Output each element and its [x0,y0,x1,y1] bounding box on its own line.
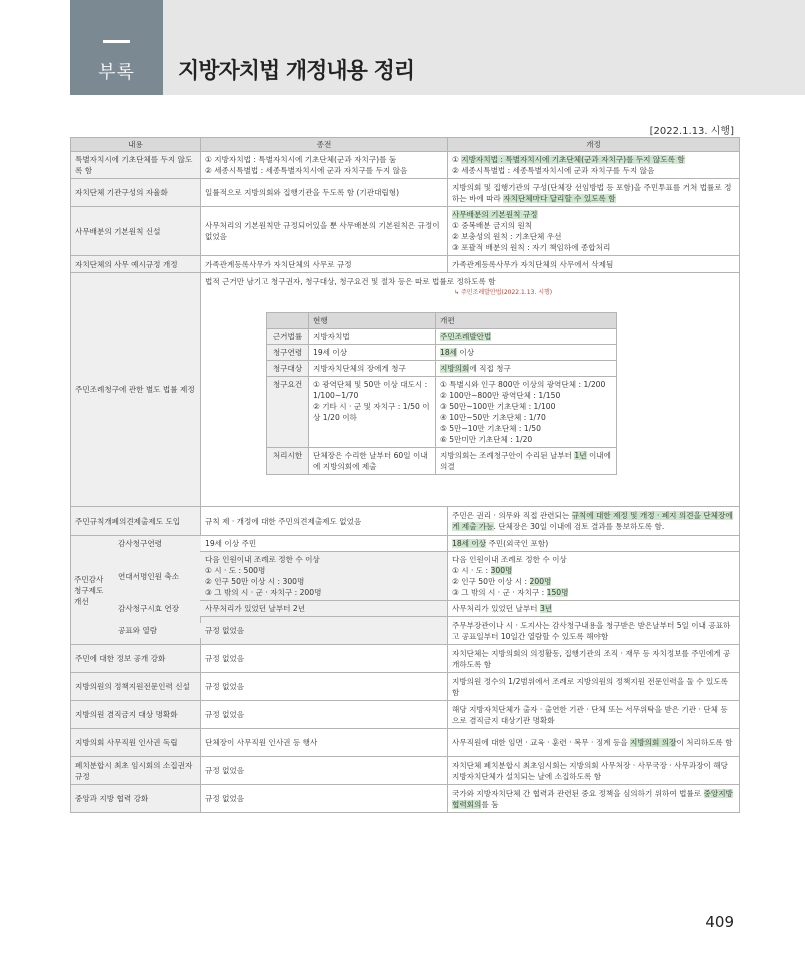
amendment-table [70,137,740,813]
inner-new [436,344,617,360]
row-new: 자치단체 폐치분합시 최초임시회는 지방의회 사무처장 · 사무국장 · 사무과장이 해당 지방자치단체가 설치되는 날에 소집하도록 함 [448,757,740,785]
row-old: 규칙 제 · 개정에 대한 주민의견제출제도 없었음 [201,507,448,536]
inner-new [436,376,617,447]
text-line: ② 인구 50만 이상 시 : 300명 [205,577,305,586]
text: 지방의회 및 집행기관의 구성(단체장 선임방법 등 포함)을 주민투표를 거쳐 법률로 정하는 바에 따라 [452,182,732,203]
text-line: ② 보충성의 원칙 : 기초단체 우선 [452,232,562,241]
text-line: 다음 인원이내 조례로 정한 수 이상 [205,555,320,564]
tab-decoration-bar [103,40,130,43]
row-old [201,152,448,179]
sub-old: 19세 이상 주민 [205,539,257,548]
table-row [71,507,740,536]
inner-label: 근거법률 [267,328,309,344]
row-topic: 중앙과 지방 협력 강화 [71,785,201,813]
inner-row [267,376,617,447]
sub-label: 감사청구시효 연장 [114,601,201,616]
table-row [71,729,740,757]
row-old: 규정 없었음 [201,701,448,729]
highlight: 지방자치법 : 특별자치시에 기초단체(군과 자치구)를 두지 않도록 함 [461,155,685,164]
table-row [71,536,740,552]
inner-old: 단체장은 수리한 날부터 60일 이내에 지방의회에 제출 [309,447,436,474]
table-row [71,207,740,256]
highlight: 200명 [529,577,552,586]
highlight: 18세 [440,347,457,357]
table-row [71,179,740,207]
row-topic: 자치단체의 사무 예시규정 개정 [71,256,201,273]
text: 주민(외국인 포함) [486,539,549,548]
highlight: 18세 이상 [452,539,487,548]
text-line: ② 100만~800만 광역단체 : 1/150 [440,390,561,400]
highlight: 사무배분의 기본원칙 규정 [452,210,538,219]
sub-label: 공표와 열람 [114,623,201,638]
text: 지방의회는 조례청구안이 수리된 날부터 [440,450,575,460]
text-line [452,587,735,598]
row-new [448,552,740,601]
text-line: ⑤ 5만~10만 기초단체 : 1/50 [440,423,541,433]
inner-label: 처리시한 [267,447,309,474]
ordinance-comparison-table [266,312,617,475]
inner-header-row [267,312,617,328]
sub-old: 규정 없었음 [205,626,245,635]
sub-label: 연대서명인원 축소 [114,552,201,600]
group-label: 주민감사 청구제도 개선 [74,574,104,606]
text: 사무처리가 있었던 날부터 [452,604,540,613]
effective-date: [2022.1.13. 시행] [649,126,734,137]
inner-header-revised: 개편 [436,312,617,328]
row-topic: 지방의원 겸직금지 대상 명확화 [71,701,201,729]
text-line [452,565,735,576]
row-old: 규정 없었음 [201,785,448,813]
row-old: 규정 없었음 [201,673,448,701]
highlight: 주민조례발안법 [440,331,492,341]
inner-label: 청구연령 [267,344,309,360]
row-topic: 지방의회 사무직원 인사권 독립 [71,729,201,757]
text: 이 처리하도록 함 [676,738,733,747]
row-topic: 주민조례청구에 관한 별도 법률 제정 [71,273,201,507]
highlight: 300명 [490,566,513,575]
highlight: 자치단체마다 달리할 수 있도록 함 [503,193,616,203]
text: 를 둠 [481,799,499,809]
col-header-old: 종전 [201,138,448,152]
row-new [448,507,740,536]
section-tab-label: 부록 [98,62,135,83]
text-line: ③ 포괄적 배분의 원칙 : 자기 책임하에 종합처리 [452,243,611,252]
text-line: ③ 그 밖의 시 · 군 · 자치구 : 200명 [205,588,322,597]
text: . 단체장은 30일 이내에 검토 결과를 통보하도록 함. [493,522,665,531]
text-line: ① 광역단체 및 50만 이상 대도시 : 1/100~1/70 [313,379,428,400]
row-detail [201,273,740,507]
inner-header-current: 현행 [309,312,436,328]
table-row [71,757,740,785]
row-old [118,601,448,617]
table-row [71,273,740,507]
text: 이내에 의결 [440,450,611,471]
text-line: 다음 인원이내 조례로 정한 수 이상 [452,555,567,564]
inner-row [267,344,617,360]
inner-label: 청구대상 [267,360,309,376]
text-line: ① 지방자치법 : 특별자치시에 기초단체(군과 자치구)를 두지 않도록 함 [452,155,685,164]
row-old: 가족관계등록사무가 자치단체의 사무로 규정 [201,256,448,273]
row-new: 자치단체는 지방의회의 의정활동, 집행기관의 조직 · 재무 등 자치정보를 주민에게 공개하도록 함 [448,645,740,673]
text: 에 직접 청구 [469,363,511,373]
highlight: 지방의회 의장 [630,738,677,747]
inner-new [436,328,617,344]
row-old: 단체장이 사무직원 인사권 등 행사 [201,729,448,757]
table-row [71,552,740,601]
row-old: 규정 없었음 [201,645,448,673]
table-header-row [71,138,740,152]
text-line: ③ 50만~100만 기초단체 : 1/100 [440,401,556,411]
text-line: ① 시 · 도 : 500명 [205,566,266,575]
row-new: 주무부장관이나 시 · 도지사는 감사청구내용을 청구받은 받은날부터 5일 이내 공표하고 공표일부터 10일간 열람할 수 있도록 해야함 [448,617,740,645]
text-line: ⑥ 5만미만 기초단체 : 1/20 [440,434,533,444]
row-topic: 특별자치시에 기초단체를 두지 않도록 함 [71,152,201,179]
row-new: 지방의원 정수의 1/2범위에서 조례로 지방의원의 정책지원 전문인력을 둘 수 있도록 함 [448,673,740,701]
inner-label: 청구요건 [267,376,309,447]
highlight: 규칙에 대한 제정 및 개정 · 폐지 의견을 단체장에게 제출 가능 [452,511,733,531]
row-new [448,207,740,256]
row-new: 가족관계등록사무가 자치단체의 사무에서 삭제됨 [448,256,740,273]
row-old [118,552,448,601]
table-row [71,673,740,701]
row-topic: 자치단체 기관구성의 자율화 [71,179,201,207]
law-note [454,286,735,298]
table-row [71,152,740,179]
row-new [448,729,740,757]
row-topic: 폐치분합시 최초 임시회의 소집권자 규정 [71,757,201,785]
row-old: 규정 없었음 [201,757,448,785]
row-topic: 주민규칙개폐의견제출제도 도입 [71,507,201,536]
row-new [448,536,740,552]
row-topic: 주민에 대한 정보 공개 강화 [71,645,201,673]
highlight: 3년 [539,604,553,613]
row-new [448,152,740,179]
row-new [448,785,740,813]
inner-old: 지방자치단체의 장에게 청구 [309,360,436,376]
table-row [71,785,740,813]
text-line: ② 세종시특별법 : 세종특별자치시에 군과 자치구를 두지 않음 [452,166,655,175]
text-line [452,209,735,220]
text-line [452,576,735,587]
col-header-new: 개정 [448,138,740,152]
sub-old: 사무처리가 있었던 날부터 2년 [205,604,306,613]
table-row [71,256,740,273]
inner-old: 지방자치법 [309,328,436,344]
row-old: 사무처리의 기본원칙만 규정되어있을 뿐 사무배분의 기본원칙은 규정이 없었음 [201,207,448,256]
text: ① 시 · 도 : [452,566,491,575]
text-line: ① 중복배분 금지의 원칙 [452,221,533,230]
row-old [118,617,448,645]
row-new [448,601,740,617]
text: 국가와 지방자치단체 간 협력과 관련된 중요 정책을 심의하기 위하여 법률로 [452,788,704,798]
inner-old: 19세 이상 [309,344,436,360]
text-line: ② 기타 시 · 군 및 자치구 : 1/50 이상 1/20 이하 [313,401,430,422]
text: ② 인구 50만 이상 시 : [452,577,530,586]
text: ③ 그 밖의 시 · 군 · 자치구 : [452,588,547,597]
inner-header-blank [267,312,309,328]
inner-new [436,360,617,376]
highlight: 중앙지방협력회의 [452,788,733,809]
text-line: ① 특별시와 인구 800만 이상의 광역단체 : 1/200 [440,379,606,389]
table-row [71,701,740,729]
text: 주민은 권리 · 의무와 직접 관련되는 [452,511,572,520]
highlight: 지방의회 [440,363,470,373]
page-title: 지방자치법 개정내용 정리 [178,59,415,84]
row-topic: 사무배분의 기본원칙 신설 [71,207,201,256]
arrow-icon: ↳ [454,289,461,296]
row-old: 일률적으로 지방의회와 집행기관을 두도록 함 (기관대립형) [201,179,448,207]
inner-new [436,447,617,474]
highlight: 150명 [546,588,569,597]
row-old [118,536,448,552]
inner-old [309,376,436,447]
row-new [448,179,740,207]
text-line: ④ 10만~50만 기초단체 : 1/70 [440,412,546,422]
text-line: 법적 근거만 남기고 청구권자, 청구대상, 청구요건 및 절차 등은 따로 법률로 정하도록 함 [205,277,496,286]
table-row [71,645,740,673]
col-header-topic: 내용 [71,138,201,152]
law-note-text: 주민조례발안법(2022.1.13. 시행) [460,289,553,296]
table-row [71,601,740,617]
text: 사무직원에 대한 임면 · 교육 · 훈련 · 복무 · 징계 등을 [452,738,630,747]
sub-label: 감사청구연령 [114,536,201,551]
row-new: 해당 지방자치단체가 출자 · 출연한 기관 · 단체 또는 서무위탁을 받은 기관 · 단체 등으로 겸직금지 대상기관 명확화 [448,701,740,729]
inner-row [267,328,617,344]
row-topic: 지방의원의 정책지원전문인력 신설 [71,673,201,701]
inner-row [267,447,617,474]
text-line: ① 지방자치법 : 특별자치시에 기초단체(군과 자치구)를 둠 [205,155,397,164]
highlight: 1년 [574,450,587,460]
text-line: ② 세종시특별법 : 세종특별자치시에 군과 자치구를 두지 않음 [205,166,408,175]
inner-row [267,360,617,376]
page-number: 409 [705,913,734,931]
text: 이상 [457,347,475,357]
